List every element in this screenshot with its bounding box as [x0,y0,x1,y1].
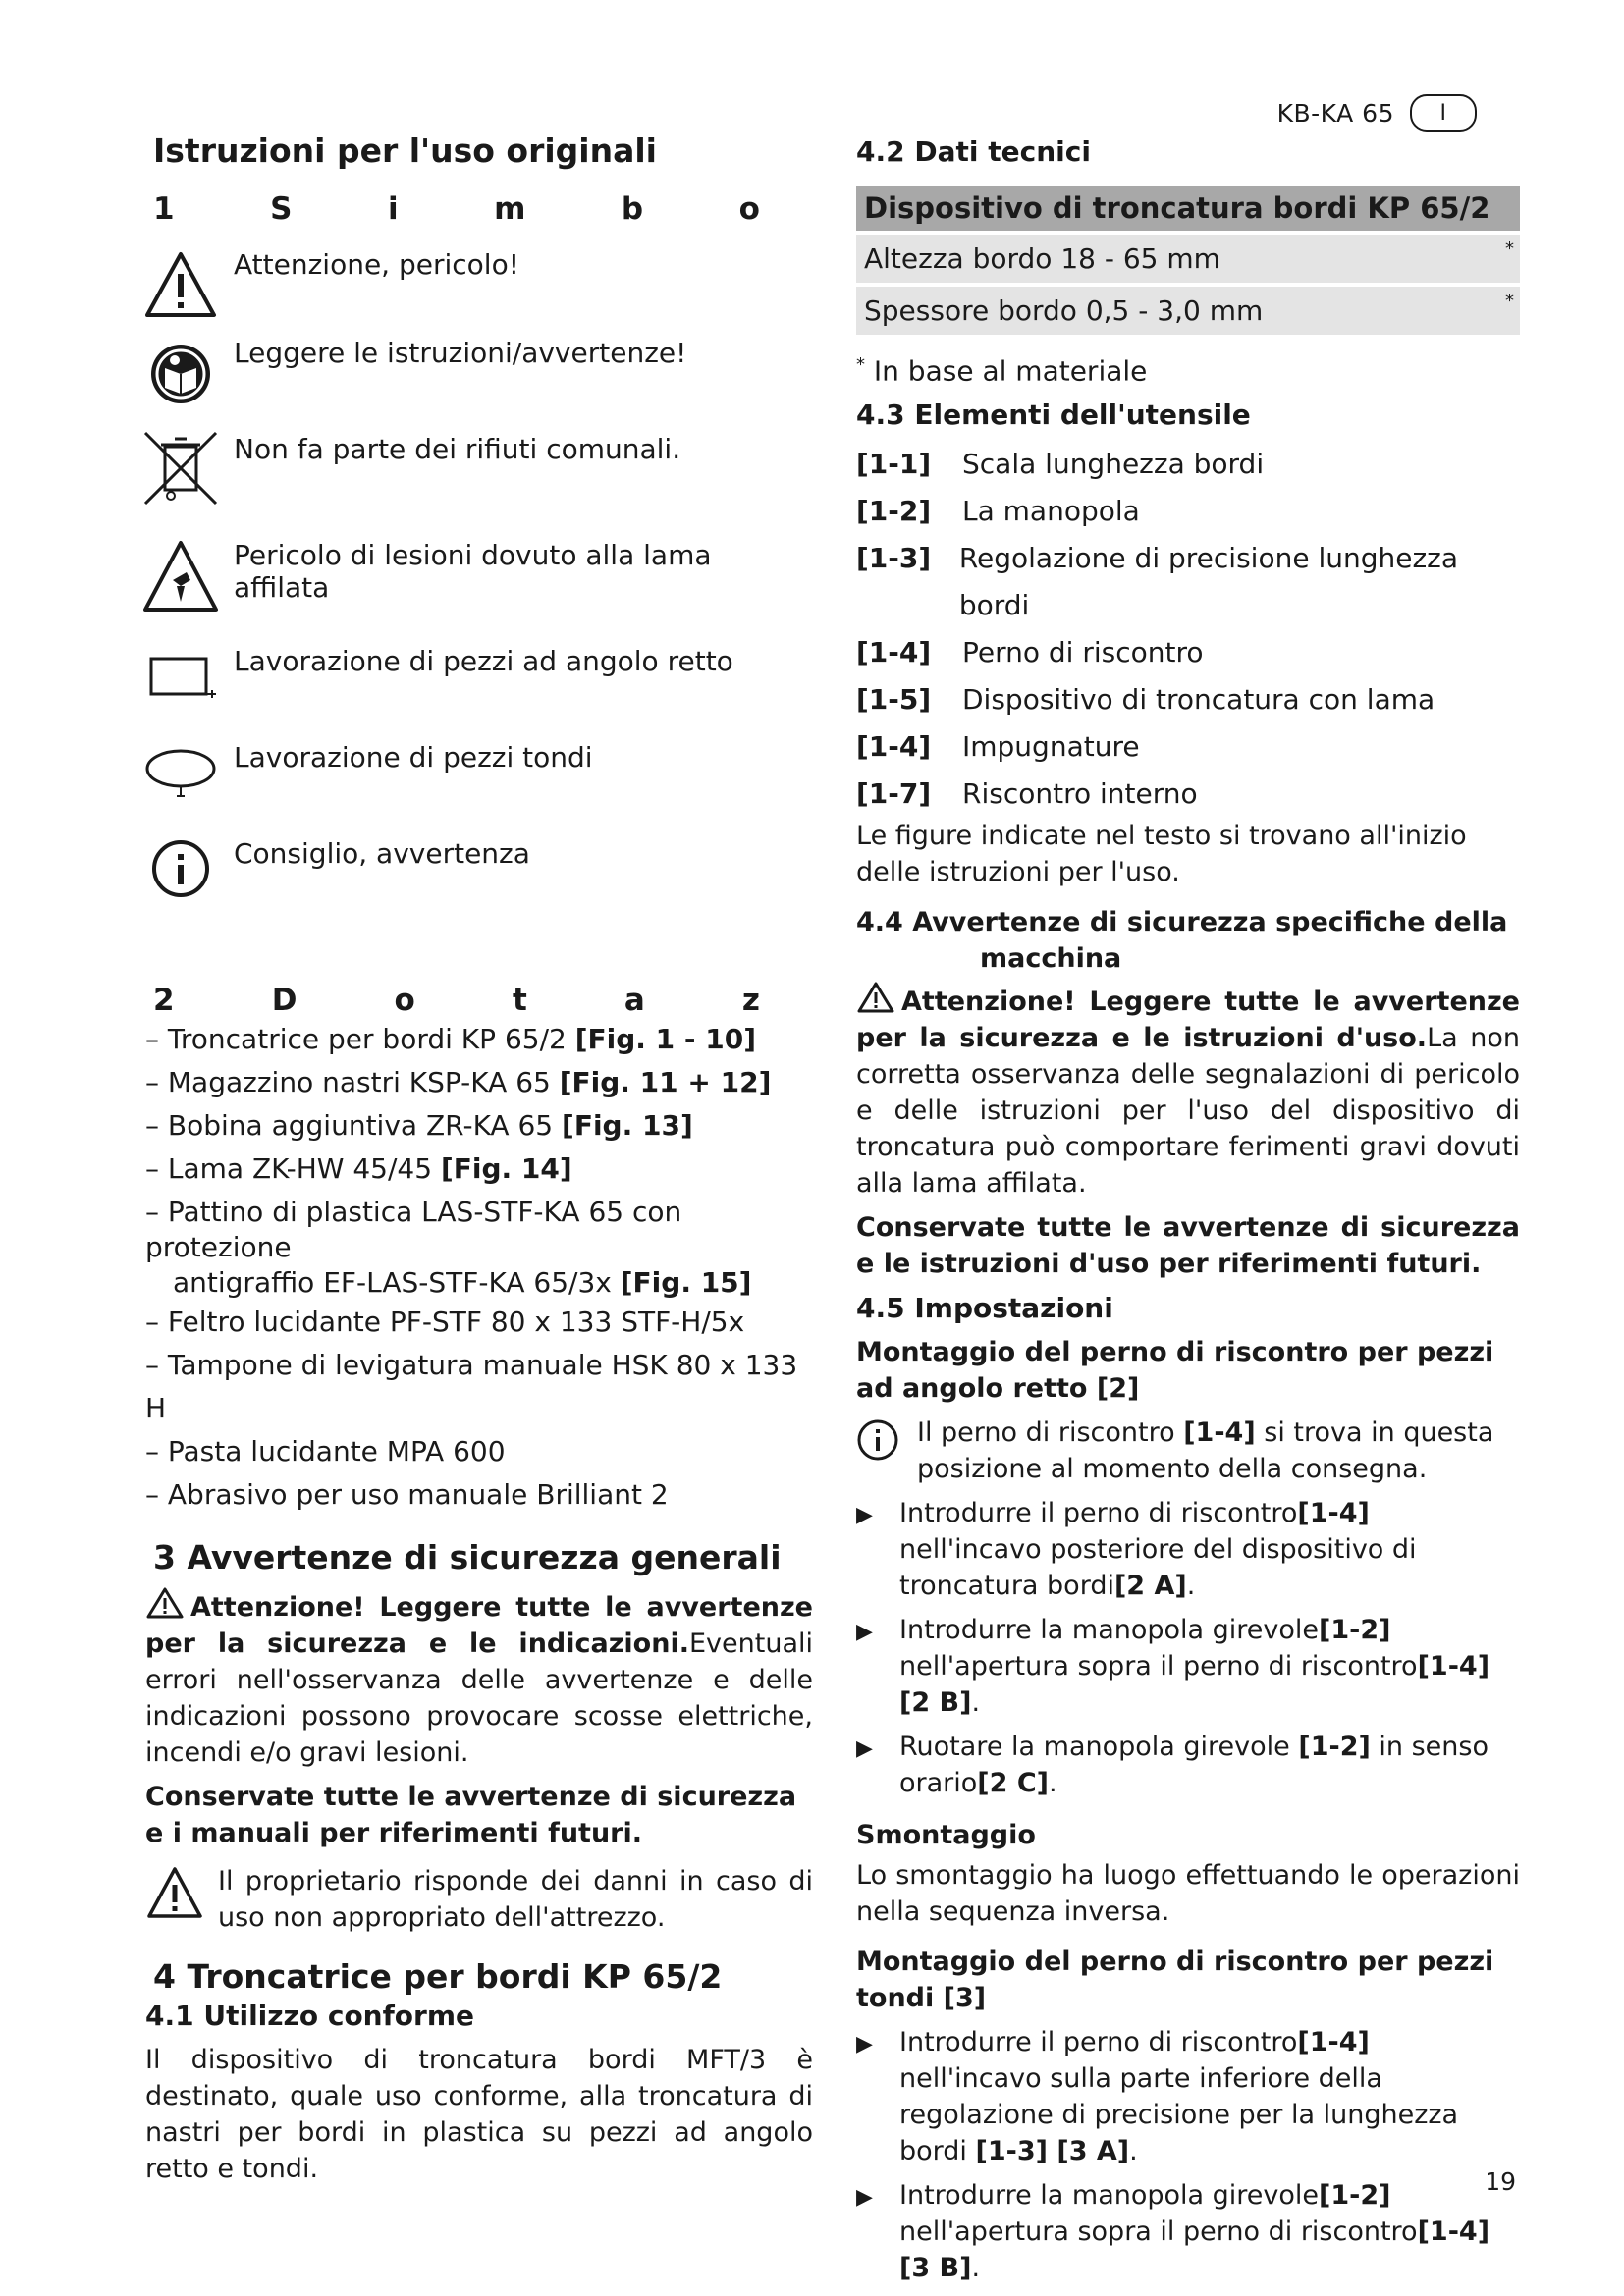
section-4-1-heading: 4.1 Utilizzo conforme [145,2000,475,2032]
symbol-label: Leggere le istruzioni/avvertenze! [234,337,687,369]
round-workpiece-icon [141,733,220,820]
header-code [1277,94,1477,132]
mount-round-heading: Montaggio del perno di riscontro per pezzi tondi [3] [856,1947,1494,2014]
symbol-label: Pericolo di lesioni dovuto alla lama affilata [234,539,712,604]
language-badge: I [1410,94,1477,132]
bullet-arrow-icon: ▶ [856,1620,873,1645]
section-4-5-heading: 4.5 Impostazioni [856,1292,1113,1325]
section-4-2-heading: 4.2 Dati tecnici [856,135,1091,168]
section-4-4-heading: 4.4 Avvertenze di sicurezza specifiche della macchina [856,907,1508,975]
list-item: – Lama ZK-HW 45/45 [Fig. 14] [145,1152,572,1185]
right-column [856,132,1520,2286]
list-item: ▶ Introdurre il perno di riscontro[1-4] nell'incavo posteriore del dispositivo di troncatura bordi[2 A]. [856,1495,1520,1604]
list-item: [1-3] Regolazione di precisione lunghezza bordi [856,542,1459,622]
owner-responsibility-note: Il proprietario risponde dei danni in caso di uso non appropriato dell'attrezzo. [145,1863,813,1936]
table-row: Spessore bordo 0,5 - 3,0 mm * [856,287,1520,335]
figures-note: Le figure indicate nel testo si trovano all'inizio delle istruzioni per l'uso. [856,821,1467,888]
list-item: ▶ Introdurre il perno di riscontro[1-4] nell'incavo sulla parte inferiore della regolazione di precisione per la lunghezza bordi [1-3] [3 A]. [856,2024,1520,2169]
warning-triangle-icon [141,240,220,327]
crossed-bin-icon [141,425,220,511]
list-item: – Tampone di levigatura manuale HSK 80 x 133 H [145,1349,798,1424]
bullet-arrow-icon: ▶ [856,1503,873,1528]
elements-list [856,441,1520,818]
smontaggio-heading: Smontaggio [856,1820,1036,1851]
symbol-row [145,829,813,928]
mount-square-steps [856,1495,1520,1801]
symbol-label: Attenzione, pericolo! [234,248,519,281]
list-item: – Pasta lucidante MPA 600 [145,1435,506,1468]
list-item: – Pattino di plastica LAS-STF-KA 65 con protezione [145,1196,682,1263]
list-item: ▶ Introdurre la manopola girevole[1-2] nell'apertura sopra il perno di riscontro[1-4][3 B]. [856,2177,1520,2286]
symbol-row [145,531,813,637]
blade-hazard-icon [141,531,220,617]
section-2-heading: 2 D o t a z [153,983,760,1018]
document-title: Istruzioni per l'uso originali [153,132,657,170]
symbol-list [145,240,813,928]
list-item: [1-5] Dispositivo di troncatura con lama [856,683,1435,717]
warning-triangle-icon [856,981,895,1014]
bullet-arrow-icon: ▶ [856,1736,873,1762]
symbol-row [145,733,813,829]
keep-instructions-note: Conservate tutte le avvertenze di sicurezza e i manuali per riferimenti futuri. [145,1782,797,1848]
table-footnote: * In base al materiale [856,354,1148,388]
section-3-heading: 3 Avvertenze di sicurezza generali [153,1538,782,1576]
symbol-row [145,240,813,329]
symbol-label: Non fa parte dei rifiuti comunali. [234,433,681,465]
info-icon [856,1418,899,1462]
symbol-label: Lavorazione di pezzi tondi [234,741,593,774]
mount-square-heading: Montaggio del perno di riscontro per pezzi ad angolo retto [2] [856,1337,1494,1405]
symbol-row [145,329,813,425]
list-item: – Abrasivo per uso manuale Brilliant 2 [145,1478,669,1511]
list-item: ▶ Introdurre la manopola girevole[1-2] nell'apertura sopra il perno di riscontro[1-4] [2 B]. [856,1612,1520,1721]
warning-triangle-icon [145,1863,204,1922]
table-row: Altezza bordo 18 - 65 mm * [856,235,1520,283]
machine-warning: Attenzione! Leggere tutte le avvertenze per la sicurezza e le istruzioni d'uso.La non corretta osservanza delle segnalazioni di pericolo e delle istruzioni per l'uso del dispositivo di troncatura può comportare ferimenti gravi dovuti alla lama affilata. [856,981,1520,1201]
list-item: [1-4] Perno di riscontro [856,636,1204,669]
section-4-3-heading: 4.3 Elementi dell'utensile [856,399,1251,432]
symbol-row [145,637,813,733]
read-manual-icon [141,329,220,415]
section-1-heading: 1 S i m b o [153,191,760,227]
list-item: [1-2] La manopola [856,495,1140,528]
list-item: – Magazzino nastri KSP-KA 65 [Fig. 11 + 12] [145,1066,772,1098]
dotazione-list [145,1018,813,1517]
warning-triangle-icon [145,1586,185,1620]
symbol-row [145,425,813,531]
bullet-arrow-icon: ▶ [856,2185,873,2211]
list-item: antigraffio EF-LAS-STF-KA 65/3x [Fig. 15] [173,1266,752,1299]
info-icon [141,829,220,916]
technical-data-table [856,186,1520,335]
table-header: Dispositivo di troncatura bordi KP 65/2 [856,186,1520,231]
keep-instructions-note: Conservate tutte le avvertenze di sicurezza e le istruzioni d'uso per riferimenti futuri. [856,1212,1520,1280]
left-column [145,128,813,2187]
mount-round-steps [856,2024,1520,2286]
list-item: ▶ Ruotare la manopola girevole [1-2] in senso orario[2 C]. [856,1729,1520,1801]
list-item: [1-1] Scala lunghezza bordi [856,448,1265,481]
square-workpiece-icon [141,637,220,723]
general-warning: Attenzione! Leggere tutte le avvertenze per la sicurezza e le indicazioni.Eventuali errori nell'osservanza delle avvertenze e delle indicazioni possono provocare scosse elettriche, incendi e/o gravi lesioni. [145,1586,813,1771]
page-number: 19 [1485,2167,1516,2196]
list-item: – Feltro lucidante PF-STF 80 x 133 STF-H/5x [145,1306,745,1338]
smontaggio-text: Lo smontaggio ha luogo effettuando le operazioni nella sequenza inversa. [856,1860,1520,1928]
list-item: – Bobina aggiuntiva ZR-KA 65 [Fig. 13] [145,1109,693,1142]
symbol-label: Consiglio, avvertenza [234,837,530,870]
model-code: KB-KA 65 [1276,98,1394,128]
symbol-label: Lavorazione di pezzi ad angolo retto [234,645,733,677]
section-4-heading: 4 Troncatrice per bordi KP 65/2 [153,1957,723,1996]
bullet-arrow-icon: ▶ [856,2032,873,2057]
delivery-position-note: Il perno di riscontro [1-4] si trova in questa posizione al momento della consegna. [856,1415,1520,1487]
list-item: [1-7] Riscontro interno [856,777,1198,811]
list-item: [1-4] Impugnature [856,730,1140,764]
intended-use-text: Il dispositivo di troncatura bordi MFT/3 è destinato, quale uso conforme, alla troncatura di nastri per bordi in plastica su pezzi ad angolo retto e tondi. [145,2045,813,2184]
list-item: – Troncatrice per bordi KP 65/2 [Fig. 1 - 10] [145,1023,757,1055]
